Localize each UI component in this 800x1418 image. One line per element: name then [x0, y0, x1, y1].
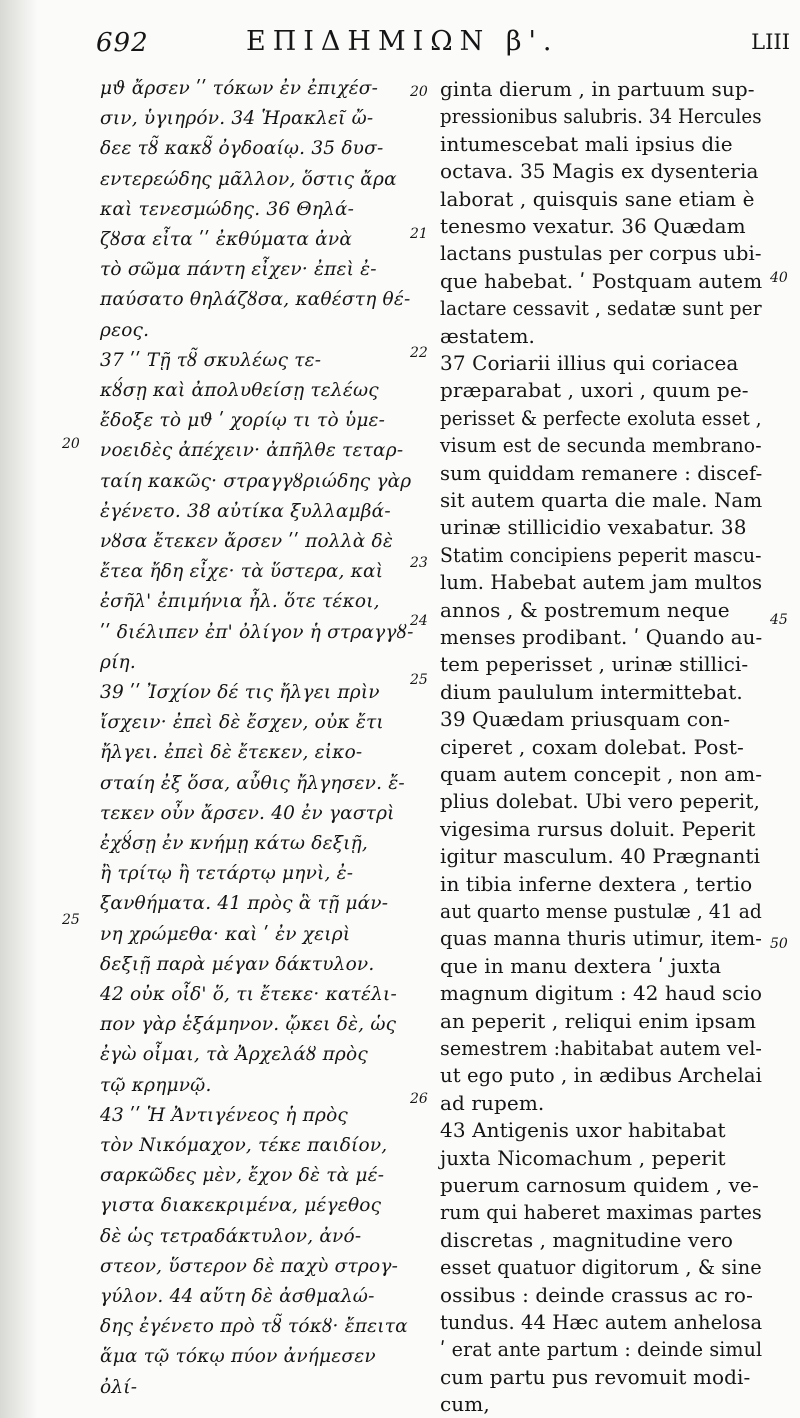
greek-text-line: ζȣσα εἶτα ʹʹ ἐκθύματα ἀνὰ	[100, 229, 353, 250]
greek-text-line: ἔτεα ἤδη εἶχε· τὰ ὕστερα, καὶ	[100, 561, 384, 583]
margin-line-number: 26	[410, 1091, 428, 1107]
greek-text-line: ὀλί-	[100, 1376, 138, 1398]
latin-text-line: 37 Coriarii illius qui coriacea	[440, 351, 739, 375]
latin-text-line: quam autem concepit , non am-	[440, 762, 763, 786]
latin-text-line: esset quatuor digitorum , & sine	[440, 1255, 762, 1280]
latin-text-line: visum est de secunda membrano-	[440, 433, 762, 458]
margin-line-number: 45	[770, 612, 788, 628]
greek-text-line: 37 ʹʹ Τῇ τȣ̃ σκυλέως τε-	[100, 349, 322, 371]
greek-text-line: σαρκῶδες μὲν, ἔχον δὲ τὰ μέ-	[100, 1165, 385, 1187]
latin-text-line: lactare cessavit , sedatæ sunt per	[440, 296, 762, 321]
greek-text-line: τὸ σῶμα πάντη εἶχεν· ἐπεὶ ἐ-	[100, 259, 377, 281]
latin-text-line: magnum digitum : 42 haud scio	[440, 981, 763, 1006]
latin-text-line: lum. Habebat autem jam multos	[440, 570, 763, 595]
latin-text-line: octava. 35 Magis ex dysenteria	[440, 159, 759, 184]
greek-text-line: 43 ʹʹ Ἡ Ἀντιγένεος ἡ πρὸς	[100, 1104, 348, 1126]
latin-text-line: æstatem.	[440, 323, 536, 348]
greek-text-line: δὲ ὡς τετραδάκτυλον, ἀνό-	[100, 1225, 362, 1247]
greek-text-line: πον γὰρ ἑξάμηνον. ᾤκει δὲ, ὡς	[100, 1014, 397, 1036]
running-title: ΕΠΙΔΗΜΙΩΝ β'.	[246, 26, 559, 57]
page-header	[96, 22, 790, 62]
latin-text-line: Statim concipiens peperit mascu-	[440, 542, 762, 567]
greek-text-line: στεον, ὕστερον δὲ παχὺ στρογ-	[100, 1255, 399, 1277]
greek-text-line: ἅμα τῷ τόκῳ πύον ἀνήμεσεν	[100, 1346, 376, 1368]
latin-text-line: an peperit , reliqui enim ipsam	[440, 1008, 757, 1033]
greek-text-line: κȣ́σῃ καὶ ἀπολυθείσῃ τελέως	[100, 380, 379, 401]
greek-text-line: ἤλγει. ἐπεὶ δὲ ἔτεκεν, εἰκο-	[100, 742, 363, 764]
latin-text-line: 39 Quædam priusquam con-	[440, 707, 731, 732]
latin-text-line: lactans pustulas per corpus ubi-	[440, 241, 762, 266]
latin-text-line: intumescebat mali ipsius die	[440, 131, 733, 156]
greek-text-line: νȣσα ἔτεκεν ἄρσεν ʹʹ πολλὰ δὲ	[100, 531, 393, 552]
latin-text-line: que in manu dextera ʹ juxta	[440, 953, 722, 978]
latin-text-line: ut ego puto , in ædibus Archelai	[440, 1063, 763, 1088]
latin-text-line: discretas , magnitudine vero	[440, 1227, 734, 1252]
margin-line-number: 40	[770, 270, 788, 286]
latin-text-line: in tibia inferne dextera , tertio	[440, 871, 753, 896]
margin-line-number: 23	[410, 555, 428, 571]
latin-text-line: tem peperisset , urinæ stillici-	[440, 652, 749, 677]
latin-text-line: cum,	[440, 1392, 490, 1417]
greek-text-line: ἔδοξε τὸ μϑ ʹ χορίῳ τι τὸ ὑμε-	[100, 410, 386, 432]
greek-text-line: σιν, ὑγιηρόν. 34 Ἡρακλεῖ ὤ-	[100, 108, 374, 130]
greek-text-line: ρεος.	[100, 319, 150, 341]
latin-text-line: aut quarto mense pustulæ , 41 ad	[440, 899, 762, 923]
greek-text-line: καὶ τενεσμώδης. 36 Θηλά-	[100, 198, 355, 220]
latin-text-line: puerum carnosum quidem , ve-	[440, 1173, 759, 1197]
latin-text-line: que habebat. ʹ Postquam autem	[440, 268, 763, 293]
greek-text-line: ἐγένετο. 38 αὐτίκα ξυλλαμβά-	[100, 500, 391, 522]
latin-text-line: igitur masculum. 40 Prægnanti	[440, 844, 761, 869]
greek-text-line: δεξιῇ παρὰ μέγαν δάκτυλον.	[100, 953, 375, 975]
greek-text-line: ἴσχειν· ἐπεὶ δὲ ἔσχεν, οὐκ ἔτι	[100, 712, 384, 734]
latin-text-line: perisset & perfecte exoluta esset ,	[440, 405, 762, 430]
greek-text-line: μϑ ἄρσεν ʹʹ τόκων ἐν ἐπιχέσ-	[100, 78, 379, 99]
latin-text-line: plius dolebat. Ubi vero peperit,	[440, 789, 760, 814]
greek-text-line: τὸν Νικόμαχον, τέκε παιδίον,	[100, 1135, 388, 1156]
greek-text-line: τῷ κρημνῷ.	[100, 1074, 212, 1096]
latin-text-line: ginta dierum , in partuum sup-	[440, 77, 755, 101]
latin-text-line: 43 Antigenis uxor habitabat	[440, 1118, 726, 1143]
greek-text-line: γύλον. 44 αὕτη δὲ ἀσθμαλώ-	[100, 1286, 375, 1307]
margin-line-number: 21	[410, 226, 428, 242]
latin-text-line: sum quiddam remanere : discef-	[440, 460, 763, 485]
page-number: 692	[96, 28, 149, 58]
latin-text-line: quas manna thuris utimur, item-	[440, 926, 762, 951]
greek-text-line: 42 οὐκ οἶδ' ὅ, τι ἔτεκε· κατέλι-	[100, 984, 397, 1005]
latin-text-line: præparabat , uxori , quum pe-	[440, 378, 749, 403]
latin-text-line: menses prodibant. ʹ Quando au-	[440, 625, 763, 649]
greek-text-line: παύσατο θηλάζȣσα, καθέστη θέ-	[100, 289, 411, 311]
latin-text-line: tundus. 44 Hæc autem anhelosa	[440, 1310, 763, 1334]
latin-text-line: sit autem quarta die male. Nam	[440, 488, 763, 512]
latin-text-line: ossibus : deinde crassus ac ro-	[440, 1282, 753, 1307]
margin-line-number: 22	[410, 345, 428, 361]
latin-text-line: juxta Nicomachum , peperit	[440, 1145, 726, 1170]
greek-text-line: ἐγὼ οἶμαι, τὰ Ἀρχελάȣ πρὸς	[100, 1044, 368, 1066]
greek-text-line: τεκεν οὖν ἄρσεν. 40 ἐν γαστρὶ	[100, 802, 395, 824]
latin-text-line: vigesima rursus doluit. Peperit	[440, 816, 756, 841]
greek-text-line: ἢ τρίτῳ ἢ τετάρτῳ μηνὶ, ἐ-	[100, 863, 354, 885]
latin-text-line: annos , & postremum neque	[440, 597, 730, 622]
signature-mark: LIII	[751, 30, 790, 54]
latin-text-line: dium paululum intermittebat.	[440, 679, 743, 704]
margin-line-number: 25	[410, 672, 428, 688]
margin-line-number: 25	[62, 912, 80, 928]
margin-line-number: 50	[770, 936, 788, 952]
greek-text-line: δης ἐγένετο πρὸ τȣ̃ τόκȣ· ἔπειτα	[100, 1316, 408, 1338]
greek-text-line: 39 ʹʹ Ἰσχίον δέ τις ἤλγει πρὶν	[100, 682, 380, 703]
greek-text-line: ἐχȣ́σῃ ἐν κνήμῃ κάτω δεξιῇ,	[100, 833, 368, 854]
latin-text-line: rum qui haberet maximas partes	[440, 1200, 762, 1225]
latin-text-line: cum partu pus revomuit modi-	[440, 1364, 751, 1389]
latin-text-line: pressionibus salubris. 34 Hercules	[440, 104, 762, 129]
greek-text-line: ρίη.	[100, 651, 136, 673]
latin-text-line: tenesmo vexatur. 36 Quædam	[440, 214, 746, 238]
greek-text-line: ταίη κακῶς· στραγγȣριώδης γὰρ	[100, 470, 412, 492]
margin-line-number: 20	[410, 84, 428, 100]
latin-text-line: semestrem :habitabat autem vel-	[440, 1036, 762, 1060]
latin-text-line: ʹ erat ante partum : deinde simul	[440, 1337, 763, 1362]
greek-text-line: ἐσῆλ' ἐπιμήνια ἦλ. ὅτε τέκοι,	[100, 591, 380, 613]
latin-text-line: ciperet , coxam dolebat. Post-	[440, 734, 744, 759]
latin-text-line: ad rupem.	[440, 1090, 545, 1115]
greek-text-line: σταίη ἐξ ὅσα, αὖθις ἤλγησεν. ἔ-	[100, 772, 405, 794]
greek-text-line: εντερεώδης μᾶλλον, ὅστις ἄρα	[100, 168, 397, 190]
margin-line-number: 20	[62, 436, 80, 452]
greek-text-line: ξανθήματα. 41 πρὸς ἃ τῇ μάν-	[100, 893, 389, 915]
greek-text-line: νοειδὲς ἀπέχειν· ἀπῆλθε τεταρ-	[100, 440, 404, 462]
greek-text-line: δεε τȣ̃ κακȣ̃ ὀγδοαίῳ. 35 δυσ-	[100, 138, 384, 160]
margin-line-number: 24	[410, 613, 428, 629]
greek-text-line: ʹʹ διέλιπεν ἐπ' ὀλίγον ἡ στραγγȣ-	[100, 621, 414, 643]
greek-text-line: γιστα διακεκριμένα, μέγεθος	[100, 1195, 382, 1217]
latin-text-line: laborat , quisquis sane etiam è	[440, 186, 755, 211]
latin-text-line: urinæ stillicidio vexabatur. 38	[440, 515, 747, 540]
greek-text-line: νη χρώμεθα· καὶ ʹ ἐν χειρὶ	[100, 923, 351, 945]
